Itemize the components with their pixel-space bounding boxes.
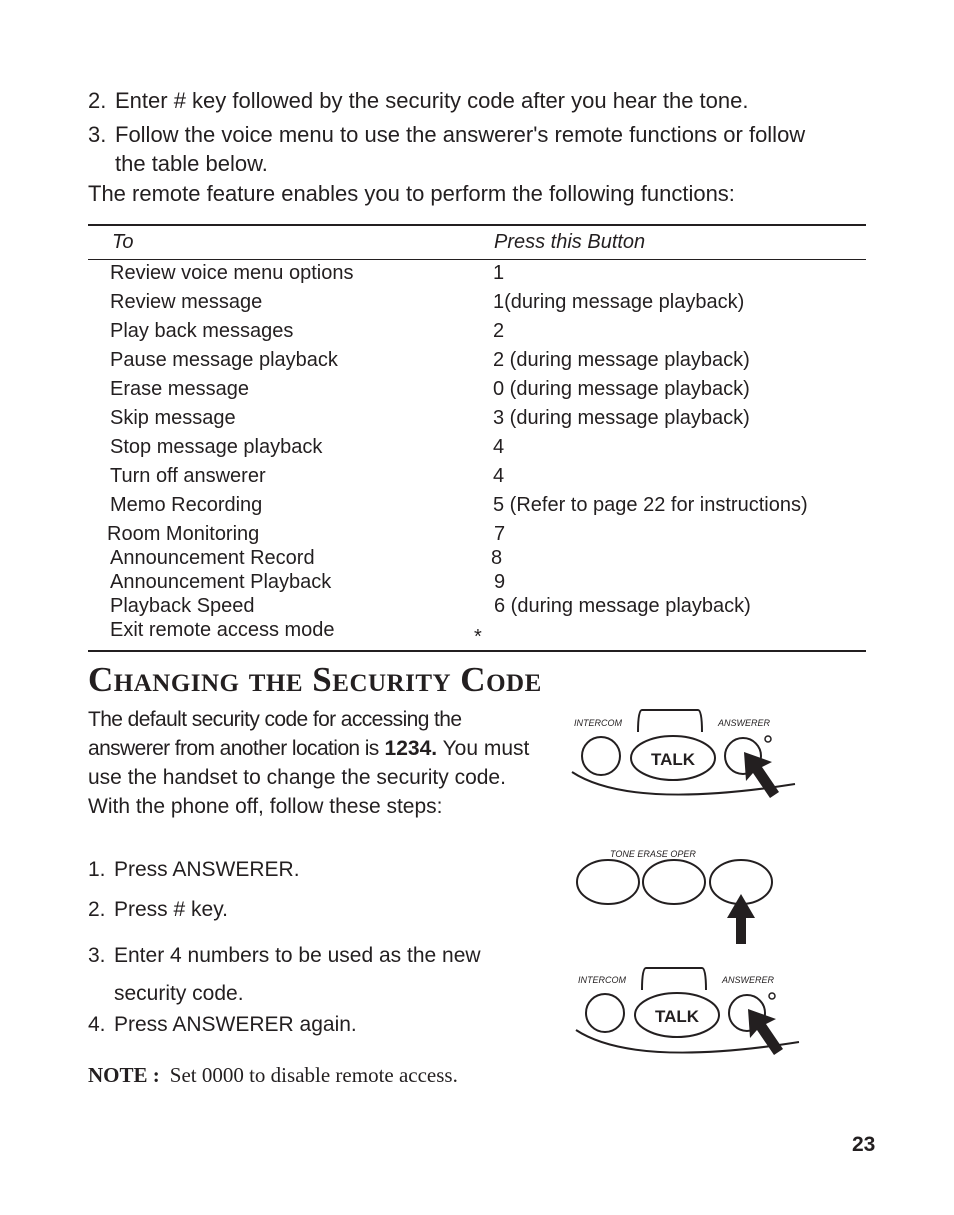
panel-answerer-button: [572, 710, 795, 798]
paragraph-text-continued: You must use the handset to change the security code. With the phone off, follow these steps:: [88, 737, 530, 818]
table-bottom-rule: [88, 650, 866, 652]
substep-2: [88, 898, 228, 922]
note-label: NOTE :: [88, 1063, 160, 1087]
table-cell-action: Room Monitoring: [107, 523, 260, 545]
table-cell-button: 9: [494, 571, 506, 593]
table-cell-action: Play back messages: [110, 320, 294, 342]
step-text: Enter # key followed by the security code after you hear the tone.: [115, 88, 749, 113]
table-cell-button: 7: [494, 523, 506, 545]
table-cell-button: 1(during message playback): [493, 291, 745, 313]
table-cell-action: Erase message: [110, 378, 249, 400]
table-cell-button: *: [474, 626, 482, 648]
table-cell-action: Playback Speed: [110, 595, 255, 617]
table-cell-action: Exit remote access mode: [110, 619, 335, 641]
phone-keypad-diagram: [560, 700, 810, 1070]
step-number: 2.: [88, 88, 107, 113]
erase-key: [643, 860, 705, 904]
talk-label: TALK: [654, 1007, 700, 1026]
table-top-rule: [88, 224, 866, 226]
table-cell-action: Review voice menu options: [110, 262, 354, 284]
step-3: [88, 120, 805, 178]
substep-number: 3.: [88, 944, 106, 967]
table-cell-action: Announcement Record: [110, 547, 315, 569]
intercom-button: [586, 994, 624, 1032]
table-header-to: To: [112, 231, 134, 253]
answerer-label: ANSWERER: [718, 718, 771, 728]
table-cell-action: Memo Recording: [110, 494, 263, 516]
table-header-rule: [88, 259, 866, 260]
table-cell-button: 2: [493, 320, 505, 342]
intercom-label: INTERCOM: [574, 718, 622, 728]
step-number: 3.: [88, 122, 107, 147]
intro-text: The remote feature enables you to perform the following functions:: [88, 181, 735, 206]
substep-text: Press ANSWERER again.: [114, 1013, 357, 1036]
substep-1: [88, 858, 300, 882]
talk-label: TALK: [650, 750, 696, 769]
substep-text: Enter 4 numbers to be used as the new: [114, 944, 481, 967]
note: [88, 1063, 458, 1088]
note-text: Set 0000 to disable remote access.: [169, 1063, 458, 1087]
default-code: 1234.: [384, 737, 438, 760]
panel-answerer-button-again: [576, 968, 799, 1055]
table-header-button: Press this Button: [494, 231, 646, 253]
table-cell-action: Stop message playback: [110, 436, 323, 458]
table-cell-action: Pause message playback: [110, 349, 338, 371]
table-cell-button: 4: [493, 465, 505, 487]
table-cell-button: 0 (during message playback): [493, 378, 750, 400]
table-cell-button: 4: [493, 436, 505, 458]
substep-text: Press # key.: [114, 898, 228, 921]
substep-4: [88, 1013, 357, 1037]
table-cell-button: 8: [491, 547, 503, 569]
table-cell-button: 1: [493, 262, 505, 284]
substep-3: [88, 937, 481, 1013]
substep-number: 2.: [88, 898, 106, 921]
table-cell-action: Review message: [110, 291, 263, 313]
table-cell-action: Skip message: [110, 407, 236, 429]
table-cell-action: Announcement Playback: [110, 571, 332, 593]
substep-text: Press ANSWERER.: [114, 858, 300, 881]
answerer-label: ANSWERER: [722, 975, 775, 985]
tone-erase-oper-label: TONE ERASE OPER: [610, 849, 696, 859]
table-cell-button: 2 (during message playback): [493, 349, 750, 371]
tone-key: [577, 860, 639, 904]
table-cell-button: 3 (during message playback): [493, 407, 750, 429]
panel-pound-key: [577, 849, 772, 944]
substep-number: 1.: [88, 858, 106, 881]
table-cell-button: 6 (during message playback): [494, 595, 751, 617]
paragraph-text: The default security code for accessing the answerer from another location is: [88, 708, 462, 760]
table-cell-action: Turn off answerer: [110, 465, 266, 487]
step-text: Follow the voice menu to use the answerer's remote functions or follow: [115, 122, 806, 147]
intercom-label: INTERCOM: [578, 975, 626, 985]
section-heading: Changing the Security Code: [88, 660, 542, 699]
intercom-button: [582, 737, 620, 775]
section-paragraph: [88, 705, 538, 821]
page-number: 23: [852, 1133, 876, 1156]
step-text-continued: the table below.: [115, 151, 268, 176]
step-2: [88, 86, 748, 115]
substep-number: 4.: [88, 1013, 106, 1036]
substep-text-continued: security code.: [114, 982, 244, 1005]
table-cell-button: 5 (Refer to page 22 for instructions): [493, 494, 808, 516]
